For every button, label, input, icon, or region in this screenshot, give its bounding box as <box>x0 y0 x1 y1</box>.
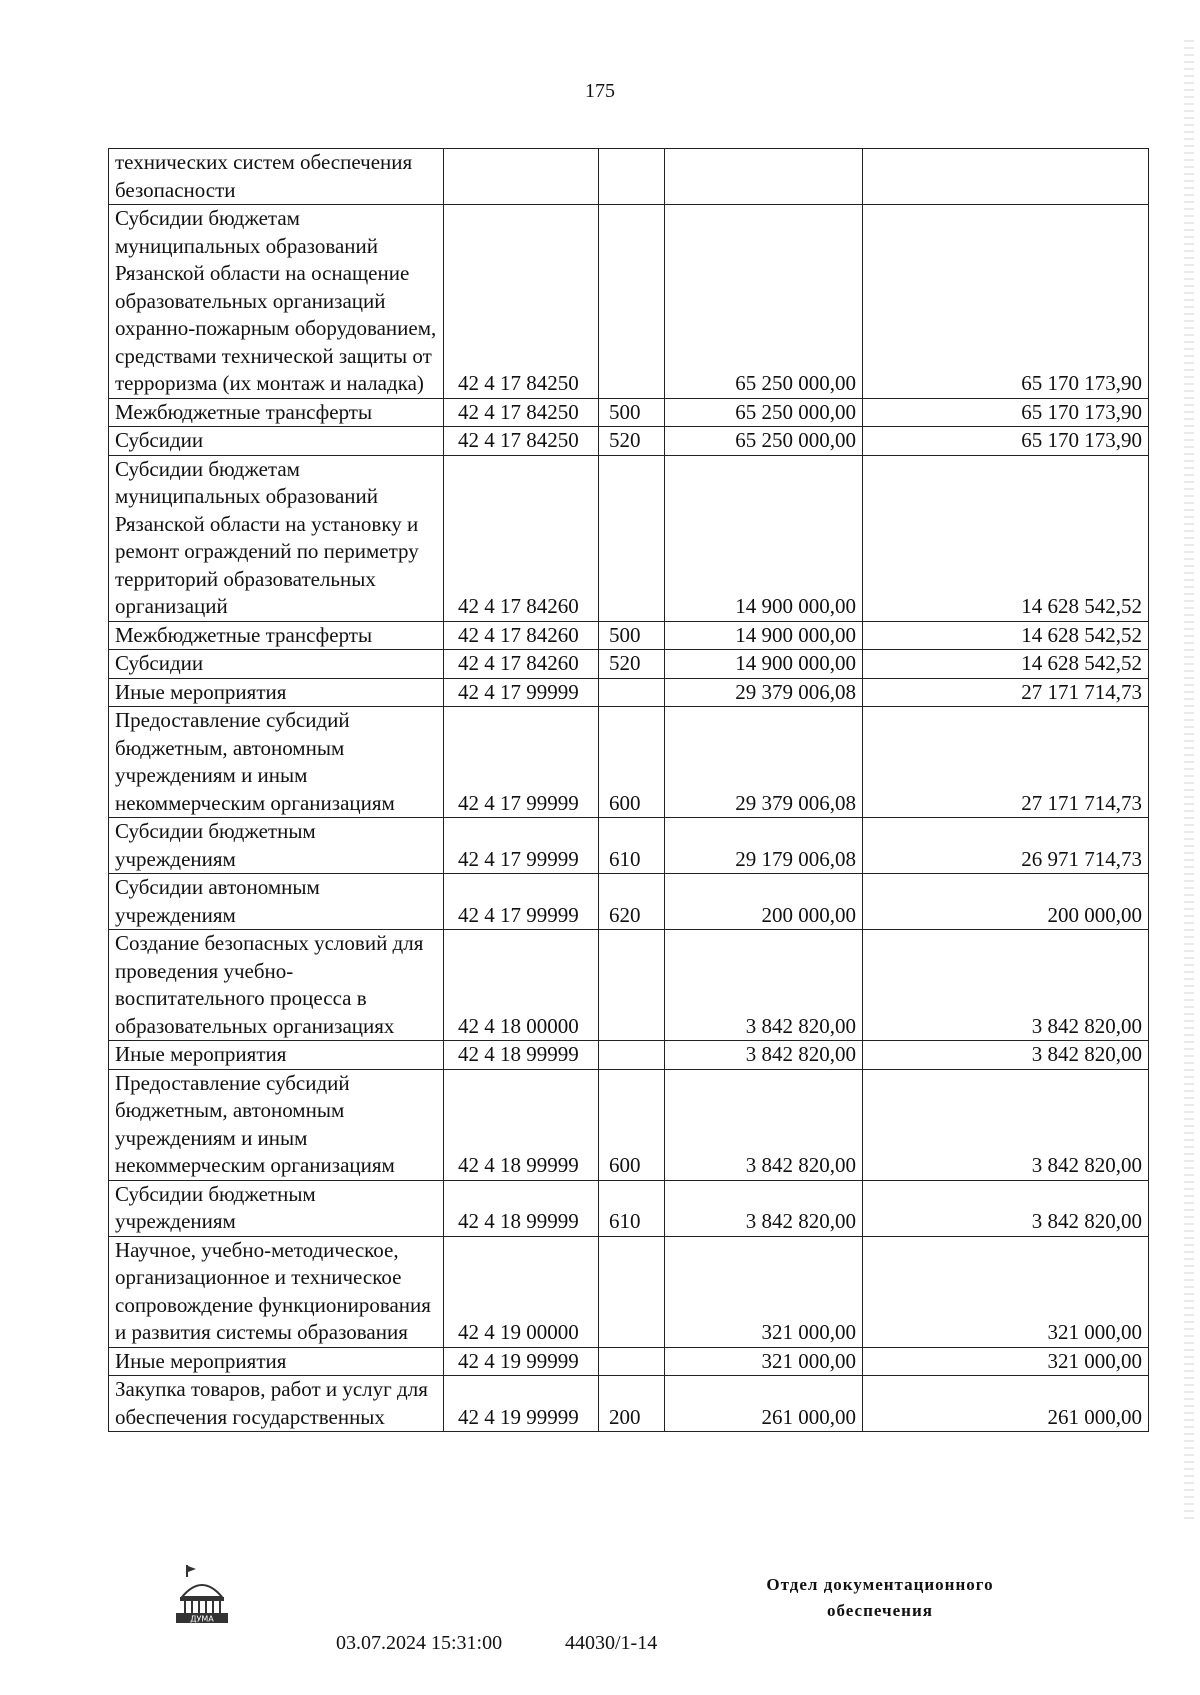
row-name-cell: Субсидии бюджетам муниципальных образований Рязанской области на установку и ремонт ограждений по периметру территорий образовательных организаций <box>109 455 444 621</box>
row-code-cell: 42 4 17 84260 <box>444 621 599 650</box>
row-name-cell: Предоставление субсидий бюджетным, автономным учреждениям и иным некоммерческим организациям <box>109 1069 444 1180</box>
row-name-cell: Научное, учебно-методическое, организационное и техническое сопровождение функционирования и развития системы образования <box>109 1236 444 1347</box>
row-code-cell: 42 4 19 99999 <box>444 1347 599 1376</box>
table-row <box>109 455 1149 621</box>
row-vr-cell <box>599 930 665 1041</box>
row-fact-cell: 27 171 714,73 <box>863 678 1149 707</box>
row-plan-cell: 321 000,00 <box>665 1236 863 1347</box>
row-name-cell: Субсидии бюджетам муниципальных образований Рязанской области на оснащение образовательных организаций охранно-пожарным оборудованием, средствами технической защиты от терроризма (их монтаж и наладка) <box>109 205 444 399</box>
table-row <box>109 1236 1149 1347</box>
row-vr-cell <box>599 149 665 205</box>
table-row <box>109 818 1149 874</box>
row-vr-cell: 200 <box>599 1376 665 1432</box>
row-name-cell: Иные мероприятия <box>109 1347 444 1376</box>
row-fact-cell: 65 170 173,90 <box>863 398 1149 427</box>
row-name-cell: Иные мероприятия <box>109 1041 444 1070</box>
row-name-cell: Межбюджетные трансферты <box>109 398 444 427</box>
table-row <box>109 149 1149 205</box>
row-code-cell: 42 4 18 99999 <box>444 1180 599 1236</box>
row-code-cell: 42 4 17 99999 <box>444 818 599 874</box>
duma-logo-icon <box>172 1563 232 1625</box>
row-vr-cell: 600 <box>599 1069 665 1180</box>
row-name-cell: Иные мероприятия <box>109 678 444 707</box>
table-row <box>109 930 1149 1041</box>
row-code-cell: 42 4 18 99999 <box>444 1069 599 1180</box>
row-vr-cell: 620 <box>599 874 665 930</box>
row-fact-cell: 321 000,00 <box>863 1347 1149 1376</box>
table-row <box>109 1347 1149 1376</box>
budget-table-body <box>109 149 1149 1432</box>
row-name-cell: Межбюджетные трансферты <box>109 621 444 650</box>
row-code-cell: 42 4 17 99999 <box>444 707 599 818</box>
row-fact-cell: 14 628 542,52 <box>863 455 1149 621</box>
row-fact-cell: 3 842 820,00 <box>863 930 1149 1041</box>
row-code-cell: 42 4 17 84250 <box>444 398 599 427</box>
department-stamp: Отдел документационного обеспечения <box>766 1575 994 1620</box>
row-plan-cell: 3 842 820,00 <box>665 930 863 1041</box>
row-plan-cell: 29 179 006,08 <box>665 818 863 874</box>
row-code-cell: 42 4 18 99999 <box>444 1041 599 1070</box>
row-code-cell: 42 4 17 84250 <box>444 205 599 399</box>
table-row <box>109 1069 1149 1180</box>
row-code-cell: 42 4 17 99999 <box>444 874 599 930</box>
row-vr-cell <box>599 1041 665 1070</box>
row-plan-cell: 3 842 820,00 <box>665 1041 863 1070</box>
row-code-cell: 42 4 17 99999 <box>444 678 599 707</box>
row-name-cell: Субсидии автономным учреждениям <box>109 874 444 930</box>
row-plan-cell: 65 250 000,00 <box>665 427 863 456</box>
row-plan-cell: 3 842 820,00 <box>665 1180 863 1236</box>
row-fact-cell: 3 842 820,00 <box>863 1041 1149 1070</box>
row-fact-cell <box>863 149 1149 205</box>
budget-table <box>108 148 1149 1432</box>
row-name-cell: Субсидии <box>109 650 444 679</box>
row-plan-cell: 29 379 006,08 <box>665 707 863 818</box>
row-vr-cell: 610 <box>599 1180 665 1236</box>
row-plan-cell: 29 379 006,08 <box>665 678 863 707</box>
row-name-cell: Создание безопасных условий для проведения учебно-воспитательного процесса в образовательных организациях <box>109 930 444 1041</box>
row-code-cell: 42 4 17 84260 <box>444 455 599 621</box>
row-fact-cell: 321 000,00 <box>863 1236 1149 1347</box>
row-fact-cell: 14 628 542,52 <box>863 621 1149 650</box>
table-row <box>109 1041 1149 1070</box>
table-row <box>109 205 1149 399</box>
logo-text: ДУМА <box>190 1614 214 1624</box>
row-vr-cell <box>599 1236 665 1347</box>
row-vr-cell: 520 <box>599 427 665 456</box>
row-fact-cell: 261 000,00 <box>863 1376 1149 1432</box>
row-vr-cell: 600 <box>599 707 665 818</box>
table-row <box>109 427 1149 456</box>
row-plan-cell: 321 000,00 <box>665 1347 863 1376</box>
row-name-cell: Закупка товаров, работ и услуг для обеспечения государственных <box>109 1376 444 1432</box>
scan-edge-strip <box>1184 40 1194 1520</box>
row-vr-cell <box>599 1347 665 1376</box>
table-row <box>109 678 1149 707</box>
row-fact-cell: 65 170 173,90 <box>863 427 1149 456</box>
row-vr-cell: 520 <box>599 650 665 679</box>
row-vr-cell: 500 <box>599 621 665 650</box>
row-vr-cell <box>599 455 665 621</box>
row-fact-cell: 3 842 820,00 <box>863 1180 1149 1236</box>
row-plan-cell: 14 900 000,00 <box>665 650 863 679</box>
row-code-cell: 42 4 19 00000 <box>444 1236 599 1347</box>
row-vr-cell <box>599 205 665 399</box>
row-fact-cell: 3 842 820,00 <box>863 1069 1149 1180</box>
row-code-cell: 42 4 18 00000 <box>444 930 599 1041</box>
table-row <box>109 398 1149 427</box>
row-fact-cell: 27 171 714,73 <box>863 707 1149 818</box>
row-code-cell: 42 4 17 84260 <box>444 650 599 679</box>
row-plan-cell: 65 250 000,00 <box>665 398 863 427</box>
row-name-cell: Субсидии бюджетным учреждениям <box>109 818 444 874</box>
table-row <box>109 874 1149 930</box>
row-code-cell: 42 4 19 99999 <box>444 1376 599 1432</box>
table-row <box>109 1180 1149 1236</box>
row-name-cell: Предоставление субсидий бюджетным, автономным учреждениям и иным некоммерческим организациям <box>109 707 444 818</box>
row-plan-cell: 261 000,00 <box>665 1376 863 1432</box>
row-vr-cell: 500 <box>599 398 665 427</box>
row-name-cell: Субсидии бюджетным учреждениям <box>109 1180 444 1236</box>
table-row <box>109 650 1149 679</box>
row-code-cell: 42 4 17 84250 <box>444 427 599 456</box>
row-plan-cell <box>665 149 863 205</box>
stamp-date: 03.07.2024 15:31:00 <box>336 1632 503 1654</box>
stamp-doc-number: 44030/1-14 <box>565 1632 658 1654</box>
row-plan-cell: 65 250 000,00 <box>665 205 863 399</box>
row-vr-cell <box>599 678 665 707</box>
row-fact-cell: 26 971 714,73 <box>863 818 1149 874</box>
row-plan-cell: 14 900 000,00 <box>665 455 863 621</box>
row-name-cell: технических систем обеспечения безопасности <box>109 149 444 205</box>
row-plan-cell: 3 842 820,00 <box>665 1069 863 1180</box>
table-row <box>109 1376 1149 1432</box>
table-row <box>109 707 1149 818</box>
row-fact-cell: 65 170 173,90 <box>863 205 1149 399</box>
page-number: 175 <box>585 80 615 102</box>
row-plan-cell: 14 900 000,00 <box>665 621 863 650</box>
row-fact-cell: 200 000,00 <box>863 874 1149 930</box>
row-vr-cell: 610 <box>599 818 665 874</box>
row-code-cell <box>444 149 599 205</box>
row-name-cell: Субсидии <box>109 427 444 456</box>
row-fact-cell: 14 628 542,52 <box>863 650 1149 679</box>
table-row <box>109 621 1149 650</box>
row-plan-cell: 200 000,00 <box>665 874 863 930</box>
